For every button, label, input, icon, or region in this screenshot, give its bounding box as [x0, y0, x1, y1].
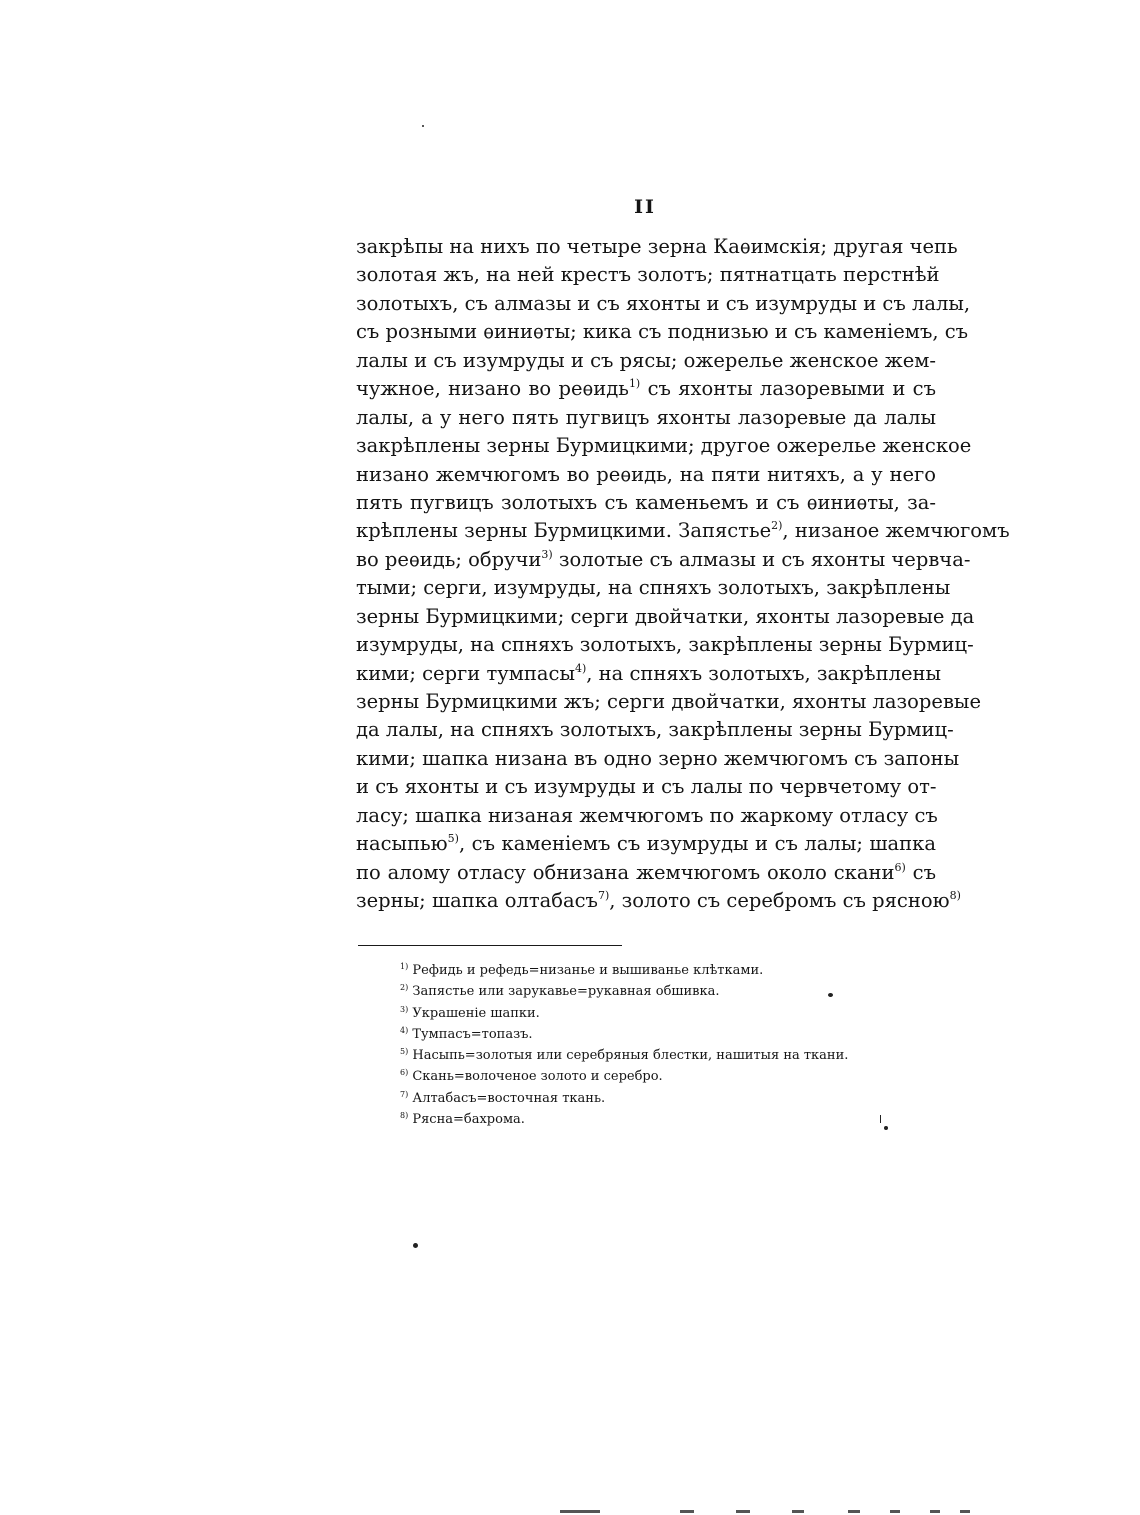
scan-mark — [680, 1510, 694, 1513]
scan-mark — [736, 1510, 750, 1513]
footnotes — [400, 960, 900, 1130]
text-line: кими; шапка низана въ одно зерно жемчюгомъ съ запоны — [356, 746, 960, 770]
text-line: зерны Бурмицкими; серги двойчатки, яхонты лазоревые да — [356, 604, 975, 628]
footnote-ref: 1) — [628, 377, 641, 391]
text-line: золотая жъ, на ней крестъ золотъ; пятнатцать перстнѣй — [356, 263, 940, 287]
footnote: $^{7)}$ Алтабасъ=восточная ткань. — [400, 1089, 606, 1106]
page-number: II — [634, 196, 656, 218]
footnote: $^{5)}$ Насыпь=золотыя или серебряныя блестки, нашитыя на ткани. — [400, 1047, 849, 1064]
text-line: ласу; шапка низаная жемчюгомъ по жаркому отласу съ — [356, 803, 938, 827]
scan-mark — [960, 1510, 970, 1513]
text-line: зерны Бурмицкими жъ; серги двойчатки, яхонты лазоревые — [356, 690, 981, 713]
text-line: чужное, низано во реѳидь$^{1)}$ съ яхонты лазоревыми и съ — [356, 377, 937, 401]
text-line: да лалы, на спняхъ золотыхъ, закрѣплены зерны Бурмиц- — [356, 718, 954, 742]
text-line: лалы и съ изумруды и съ рясы; ожерелье женское жем- — [356, 348, 936, 372]
text-line: крѣплены зерны Бурмицкими. Запястье$^{2)}$, низаное жемчюгомъ — [356, 519, 1010, 543]
footnote: $^{3)}$ Украшеніе шапки. — [400, 1004, 540, 1021]
footnote-rule — [358, 945, 622, 946]
text-line: тыми; серги, изумруды, на спняхъ золотыхъ, закрѣплены — [356, 576, 951, 600]
footnote: $^{1)}$ Рефидь и рефедь=низанье и вышиванье клѣтками. — [400, 962, 764, 978]
footnote-ref: 2) — [771, 519, 783, 533]
scan-mark — [560, 1510, 600, 1513]
footnote: $^{8)}$ Рясна=бахрома. — [400, 1111, 525, 1128]
text-line: насыпью$^{5)}$, съ каменіемъ съ изумруды и съ лалы; шапка — [356, 832, 936, 856]
scan-mark — [848, 1510, 860, 1513]
scan-mark — [890, 1510, 900, 1513]
scan-speck — [413, 1243, 418, 1248]
footnote-ref: 3) — [541, 547, 553, 561]
text-line: и съ яхонты и съ изумруды и съ лалы по червчетому от- — [356, 775, 937, 799]
text-line: во реѳидь; обручи$^{3)}$ золотые съ алмазы и съ яхонты червча- — [356, 547, 971, 571]
footnote-ref: 5) — [447, 832, 459, 846]
scan-edge-marks — [560, 1510, 1000, 1515]
footnote-ref: 6) — [894, 860, 906, 874]
text-line: кими; серги тумпасы$^{4)}$, на спняхъ золотыхъ, закрѣплены — [356, 661, 942, 685]
footnote-ref: 7) — [597, 889, 610, 903]
main-text — [356, 233, 1010, 916]
scan-speck — [884, 1126, 888, 1130]
footnote-ref: 4) — [574, 661, 587, 675]
text-line: зерны; шапка олтабасъ$^{7)}$, золото съ серебромъ съ рясною$^{8)}$ — [356, 889, 961, 913]
text-line: по алому отласу обнизана жемчюгомъ около скани$^{6)}$ съ — [356, 860, 937, 884]
text-line: съ розными ѳиниѳты; кика съ поднизью и съ каменіемъ, съ — [356, 320, 969, 344]
text-line: изумруды, на спняхъ золотыхъ, закрѣплены зерны Бурмиц- — [356, 633, 974, 657]
scan-speck — [828, 993, 833, 997]
text-line: лалы, а у него пять пугвицъ яхонты лазоревые да лалы — [356, 405, 936, 429]
footnote: $^{2)}$ Запястье или зарукавье=рукавная обшивка. — [400, 983, 720, 1000]
text-line: закрѣплены зерны Бурмицкими; другое ожерелье женское — [356, 434, 972, 458]
text-line: пять пугвицъ золотыхъ съ каменьемъ и съ ѳиниѳты, за- — [356, 490, 936, 514]
scan-speck — [422, 125, 424, 127]
scan-speck — [880, 1115, 881, 1123]
footnote: $^{4)}$ Тумпасъ=топазъ. — [400, 1025, 533, 1042]
text-line: закрѣпы на нихъ по четыре зерна Каѳимскія; другая чепь — [356, 235, 958, 258]
scan-mark — [792, 1510, 804, 1513]
text-line: низано жемчюгомъ во реѳидь, на пяти нитяхъ, а у него — [356, 462, 936, 486]
scan-mark — [930, 1510, 940, 1513]
footnote-ref: 8) — [949, 889, 961, 903]
text-line: золотыхъ, съ алмазы и съ яхонты и съ изумруды и съ лалы, — [356, 291, 971, 315]
footnote: $^{6)}$ Скань=волоченое золото и серебро. — [400, 1068, 663, 1085]
